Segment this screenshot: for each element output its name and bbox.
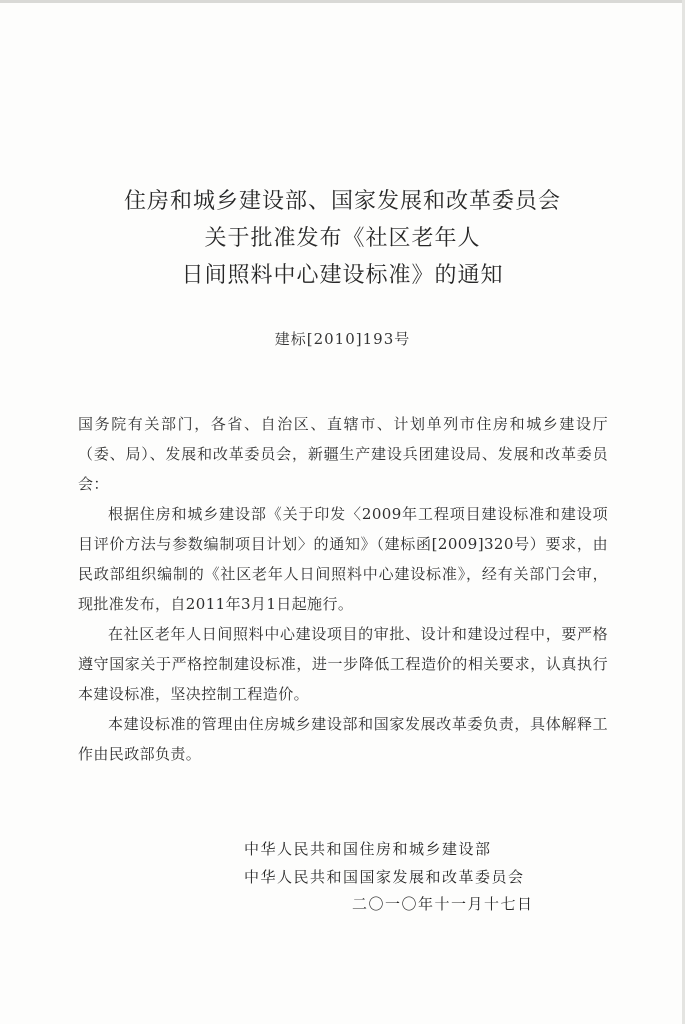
- body-paragraph-2: 在社区老年人日间照料中心建设项目的审批、设计和建设过程中，要严格遵守国家关于严格控制建设标准，进一步降低工程造价的相关要求，认真执行本建设标准，坚决控制工程造价。: [78, 625, 608, 703]
- addressee-paragraph: 国务院有关部门，各省、自治区、直辖市、计划单列市住房和城乡建设厅（委、局）、发展和改革委员会，新疆生产建设兵团建设局、发展和改革委员会：: [78, 415, 608, 493]
- issue-date: 二〇一〇年十一月十七日: [352, 895, 534, 913]
- scan-edge-top: [0, 0, 685, 3]
- document-number: 建标[2010]193号: [274, 330, 411, 348]
- body-paragraph-1: 根据住房和城乡建设部《关于印发〈2009年工程项目建设标准和建设项目评价方法与参数编制项目计划〉的通知》（建标函[2009]320号）要求，由民政部组织编制的《社区老年人日间照料中心建设标准》，经有关部门会审，现批准发布，自2011年3月1日起施行。: [78, 505, 608, 613]
- title-line-2: 关于批准发布《社区老年人: [204, 226, 481, 251]
- signatory-ndrc: 中华人民共和国国家发展和改革委员会: [244, 868, 525, 886]
- title-line-3: 日间照料中心建设标准》的通知: [181, 263, 504, 288]
- title-line-1: 住房和城乡建设部、国家发展和改革委员会: [123, 189, 561, 214]
- body-paragraph-3: 本建设标准的管理由住房城乡建设部和国家发展改革委负责，具体解释工作由民政部负责。: [78, 715, 608, 763]
- signatory-ministry-housing: 中华人民共和国住房和城乡建设部: [244, 840, 492, 858]
- document-body: [78, 409, 608, 769]
